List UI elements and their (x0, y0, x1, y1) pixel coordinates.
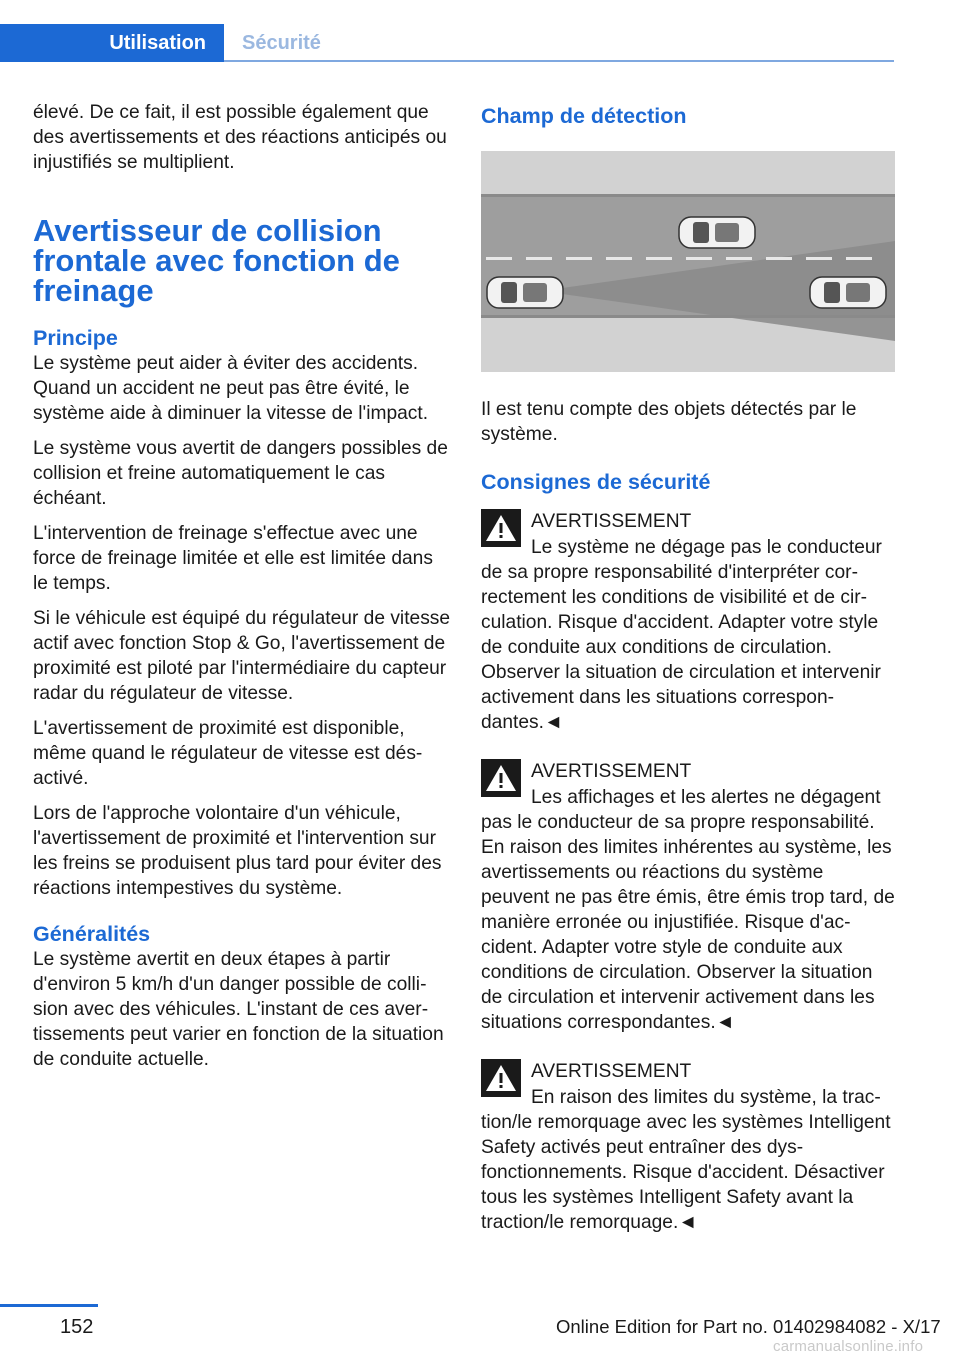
warning-body: En raison des limites du système, la traction/le remorquage avec les systèmes Intelligent Safety activés peut entraîner des dysfonctionnements. Risque d'accident. Désactiver tous les systèmes Intelligent Safety avant la traction/le remorquage.◄ (481, 1087, 891, 1233)
heading-champ-detection: Champ de détection (481, 104, 687, 128)
page-number: 152 (60, 1316, 94, 1338)
right-column (481, 100, 895, 1257)
car-icon (810, 277, 886, 308)
page-number-rule (0, 1304, 98, 1307)
detection-field-illustration (481, 151, 895, 372)
principe-paragraph: Le système peut aider à éviter des accidents. Quand un accident ne peut pas être évité, le système aide à diminuer la vitesse de l'impact. (33, 353, 429, 424)
warning-triangle-icon (481, 509, 521, 547)
warning-body: Les affichages et les alertes ne dégagent pas le conducteur de sa propre responsabilité. En raison des limites inhérentes au système, les avertissements ou réactions du système peuvent ne pas être émis, être émis trop tard, de manière erronée ou injustifiée. Risque d'accident. Adapter votre style de conduite aux conditions de circulation. Observer la situation de circulation et intervenir activement dans les situations correspondantes.◄ (481, 787, 895, 1033)
warning-title: AVERTISSEMENT (531, 511, 692, 532)
principe-paragraph: L'intervention de freinage s'effectue avec une force de freinage limitée et elle est limitée dans le temps. (33, 523, 433, 594)
heading-principe: Principe (33, 326, 118, 350)
heading-consignes: Consignes de sécurité (481, 470, 711, 494)
warning-triangle-icon (481, 759, 521, 797)
principe-paragraph: L'avertissement de proximité est disponible, même quand le régulateur de vitesse est désactivé. (33, 718, 423, 789)
tab-utilisation[interactable]: Utilisation (0, 24, 224, 62)
warning-block (481, 1057, 895, 1235)
generalites-paragraph: Le système avertit en deux étapes à partir d'environ 5 km/h d'un danger possible de collision avec des véhicules. L'instant de ces avertissements peut varier en fonction de la situation de conduite actuelle. (33, 949, 444, 1070)
intro-paragraph: élevé. De ce fait, il est possible également que des avertissements et des réactions anticipés ou injustifiés se multiplient. (33, 102, 447, 173)
chapter-header (0, 0, 960, 62)
tab-securite[interactable]: Sécurité (242, 31, 321, 54)
warning-body: Le système ne dégage pas le conducteur de sa propre responsabilité d'interpréter correctement les conditions de visibilité et de circulation. Risque d'accident. Adapter votre style de conduite aux conditions de circulation. Observer la situation de circulation et intervenir activement dans les situations correspondantes.◄ (481, 537, 882, 733)
page-title: Avertisseur de collision frontale avec fonction de freinage (33, 213, 400, 308)
figure-caption: Il est tenu compte des objets détectés par le système. (481, 399, 857, 445)
warning-triangle-icon (481, 1059, 521, 1097)
edition-footer: Online Edition for Part no. 01402984082 - X/17 (556, 1316, 941, 1337)
car-icon (679, 217, 755, 248)
warning-title: AVERTISSEMENT (531, 1061, 692, 1082)
heading-generalites: Généralités (33, 922, 151, 946)
warning-block (481, 507, 895, 735)
principe-paragraph: Si le véhicule est équipé du régulateur de vitesse actif avec fonction Stop & Go, l'avertissement de proximité est piloté par l'intermédiaire du capteur radar du régulateur de vitesse. (33, 608, 451, 704)
principe-paragraph: Le système vous avertit de dangers possibles de collision et freine automatiquement le cas échéant. (33, 438, 448, 509)
watermark: carmanualsonline.info (773, 1338, 924, 1355)
warning-block (481, 757, 895, 1035)
left-column (33, 100, 451, 1082)
car-icon (487, 277, 563, 308)
header-rule (224, 60, 894, 62)
warning-title: AVERTISSEMENT (531, 761, 692, 782)
principe-paragraph: Lors de l'approche volontaire d'un véhicule, l'avertissement de proximité et l'intervention sur les freins se produisent plus tard pour éviter des réactions intempestives du système. (33, 803, 442, 899)
